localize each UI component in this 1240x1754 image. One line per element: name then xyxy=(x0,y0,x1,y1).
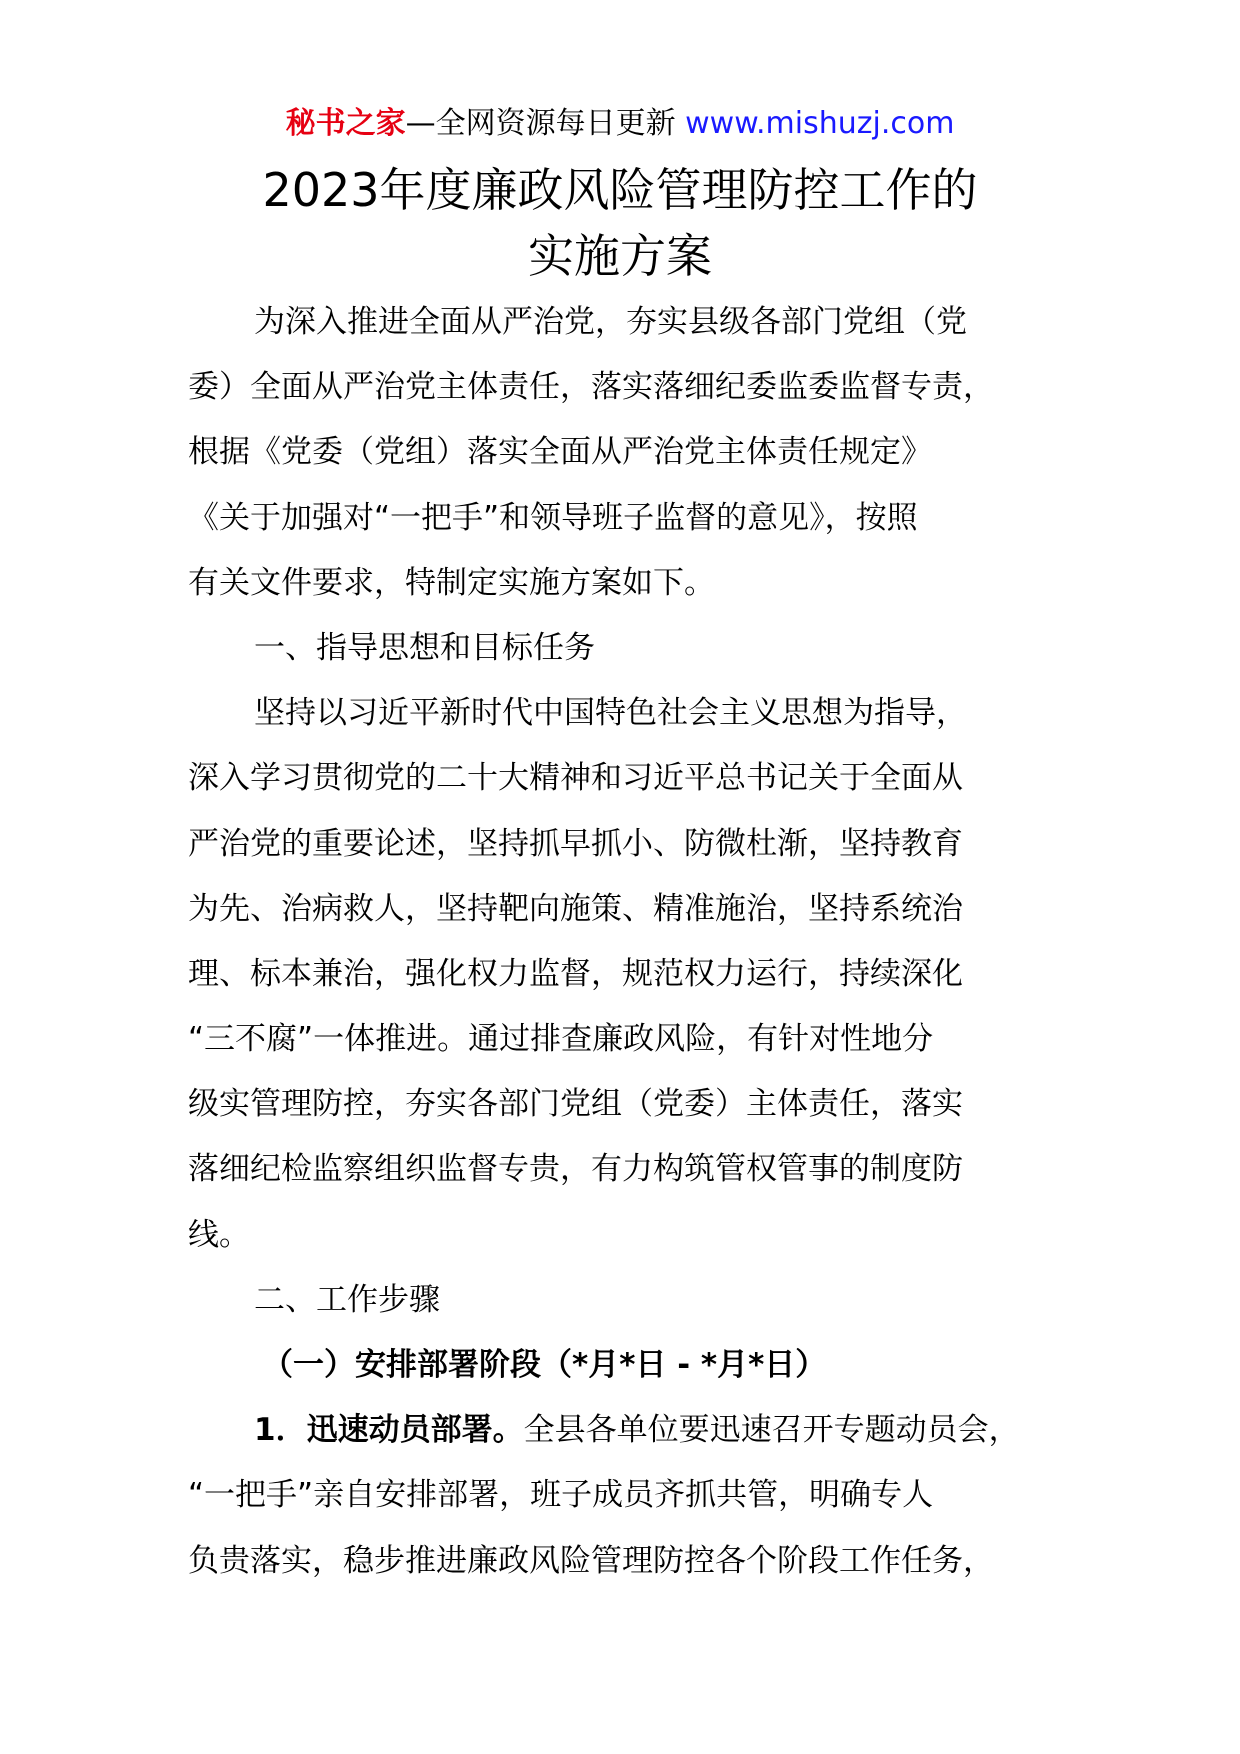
intro-line: 委）全面从严治党主体责任，落实落细纪委监委监督专责， xyxy=(188,369,994,406)
section-1-line: “三不腐”一体推进。通过排查廉政风险，有针对性地分 xyxy=(188,1021,934,1058)
document-title-line-1: 2023年度廉政风险管理防控工作的 xyxy=(262,163,978,217)
section-1-line: 线。 xyxy=(188,1216,250,1253)
item-1-text: 全县各单位要迅速召开专题动员会， xyxy=(523,1412,1020,1449)
section-1-line: 严治党的重要论述，坚持抓早抓小、防微杜渐，坚持教育 xyxy=(188,825,963,862)
site-url-link[interactable]: www.mishuzj.com xyxy=(685,106,955,141)
section-1-line: 级实管理防控，夯实各部门党组（党委）主体责任，落实 xyxy=(188,1086,963,1123)
item-1-line xyxy=(188,1398,1068,1463)
item-1-line: 负贵落实，稳步推进廉政风险管理防控各个阶段工作任务， xyxy=(188,1542,994,1579)
item-1-line: “一把手”亲自安排部署，班子成员齐抓共管，明确专人 xyxy=(188,1477,934,1514)
section-1-line: 落细纪检监察组织监督专贵，有力构筑管权管事的制度防 xyxy=(188,1151,963,1188)
site-tagline: —全网资源每日更新 xyxy=(405,106,676,141)
intro-line: 根据《党委（党组）落实全面从严治党主体责任规定》 xyxy=(188,434,932,471)
subsection-1-heading: （一）安排部署阶段（*月*日 - *月*日） xyxy=(262,1347,827,1383)
section-2-heading: 二、工作步骤 xyxy=(254,1281,440,1318)
site-brand: 秘书之家 xyxy=(285,106,406,141)
item-1-label: 1．迅速动员部署。 xyxy=(254,1412,524,1449)
intro-line: 《关于加强对“一把手”和领导班子监督的意见》，按照 xyxy=(188,499,918,536)
document-title-line-2: 实施方案 xyxy=(528,229,712,283)
section-1-line: 深入学习贯彻党的二十大精神和习近平总书记关于全面从 xyxy=(188,760,963,797)
intro-line: 有关文件要求，特制定实施方案如下。 xyxy=(188,564,715,601)
section-1-line: 理、标本兼治，强化权力监督，规范权力运行，持续深化 xyxy=(188,955,963,992)
document-body xyxy=(188,290,1068,1594)
section-1-line: 为先、治病救人，坚持靶向施策、精准施治，坚持系统治 xyxy=(188,890,963,927)
site-header xyxy=(0,102,1240,146)
section-1-line: 坚持以习近平新时代中国特色社会主义思想为指导， xyxy=(254,695,967,732)
section-1-heading: 一、指导思想和目标任务 xyxy=(254,629,595,666)
intro-line: 为深入推进全面从严治党，夯实县级各部门党组（党 xyxy=(254,304,967,340)
